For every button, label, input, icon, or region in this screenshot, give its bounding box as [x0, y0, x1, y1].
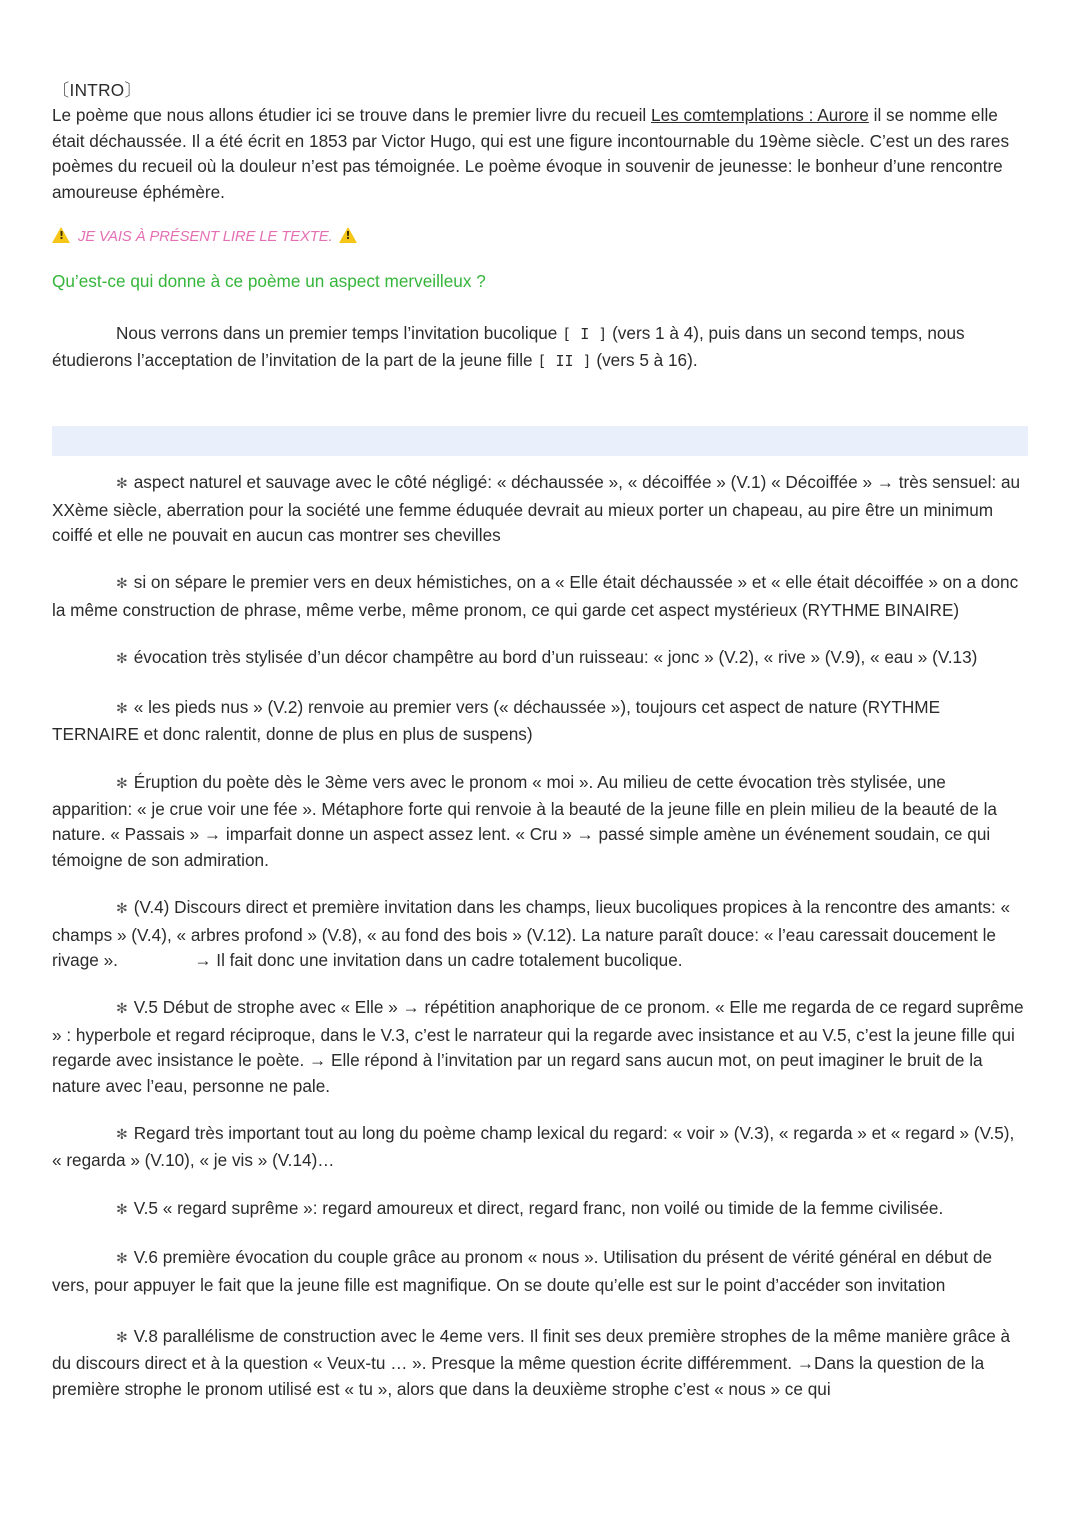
plan-text-3: (vers 5 à 16). — [591, 349, 698, 370]
analysis-point-text: si on sépare le premier vers en deux hémistiches, on a « Elle était déchaussée » et « elle était décoiffée » on a donc la même construction de phrase, même verbe, même pronom, ce qui garde cet aspect mystérieux (RYTHME BINAIRE) — [52, 572, 1019, 620]
warning-triangle-icon — [339, 227, 357, 243]
section-heading-band — [52, 426, 1028, 456]
analysis-point — [52, 1196, 1028, 1223]
asterisk-icon: ✻ — [116, 476, 128, 493]
asterisk-icon: ✻ — [116, 700, 128, 717]
intro-text-end: il se nomme elle était déchaussée. Il a été écrit en 1853 par Victor Hugo, qui est une figure incontournable du 19ème siècle. C’est un des rares poèmes du recueil où la douleur n’est pas témoignée. Le poème évoque in souvenir de jeunesse: le bonheur d’une rencontre amoureuse éphémère. — [52, 105, 1010, 202]
problematic-question: Qu’est-ce qui donne à ce poème un aspect merveilleux ? — [52, 271, 486, 292]
warning-triangle-icon — [52, 227, 70, 243]
analysis-point-text: « les pieds nus » (V.2) renvoie au premier vers (« déchaussée »), toujours cet aspect de nature (RYTHME TERNAIRE et donc ralentit, donne de plus en plus de suspens) — [52, 696, 941, 745]
analysis-point-text: évocation très stylisée d’un décor champêtre au bord d’un ruisseau: « jonc » (V.2), « rive » (V.9), « eau » (V.13) — [133, 647, 978, 668]
analysis-point — [52, 995, 1028, 1099]
part-two-marker: [ II ] — [537, 351, 592, 370]
analysis-point-text: Éruption du poète dès le 3ème vers avec le pronom « moi ». Au milieu de cette évocation très stylisée, une apparition: « je crue voir une fée ». Métaphore forte qui renvoie à la beauté de la jeune fille en plein milieu de la beauté de la nature. « Passais » → imparfait donne un aspect assez lent. « Cru » → passé simple amène un événement soudain, ce qui témoigne de son admiration. — [52, 771, 997, 870]
analysis-point — [52, 895, 1028, 973]
warning-text: JE VAIS À PRÉSENT LIRE LE TEXTE. — [77, 228, 333, 246]
analysis-point-text: V.6 première évocation du couple grâce au pronom « nous ». Utilisation du présent de vérité général en début de vers, pour appuyer le fait que la jeune fille est magnifique. On se doute qu’elle est sur le point d’accéder son invitation — [52, 1247, 993, 1295]
asterisk-icon: ✻ — [116, 1126, 128, 1143]
analysis-point — [52, 470, 1028, 548]
plan-text-2: (vers 1 à 4), puis dans un second temps, nous étudierons l’acceptation de l’invitation de la part de la jeune fille — [52, 323, 965, 370]
book-title: Les comtemplations : Aurore — [651, 105, 869, 126]
analysis-point — [52, 570, 1028, 623]
asterisk-icon: ✻ — [116, 1251, 128, 1268]
asterisk-icon: ✻ — [116, 1201, 128, 1218]
read-text-warning — [52, 227, 1028, 247]
intro-text-start: Le poème que nous allons étudier ici se trouve dans le premier livre du recueil — [52, 105, 652, 126]
analysis-point-text: aspect naturel et sauvage avec le côté négligé: « déchaussée », « décoiffée » (V.1) « Décoiffée » → très sensuel: au XXème siècle, aberration pour la société une femme éduquée devrait au mieux porter un chapeau, au pire être un minimum coiffé et elle ne pouvait en aucun cas montrer ses chevilles — [52, 472, 1021, 546]
analysis-point-text: Regard très important tout au long du poème champ lexical du regard: « voir » (V.3), « regarda » et « regard » (V.5), « regarda » (V.10), « je vis » (V.14)… — [52, 1122, 1015, 1171]
analysis-point — [52, 1245, 1028, 1298]
intro-heading: 〔INTRO〕 — [52, 80, 142, 100]
asterisk-icon: ✻ — [116, 901, 128, 918]
analysis-point-text: V.5 « regard suprême »: regard amoureux et direct, regard franc, non voilé ou timide de la femme civilisée. — [133, 1197, 944, 1218]
plan-paragraph — [52, 321, 1028, 374]
plan-text-1: Nous verrons dans un premier temps l’invitation bucolique — [116, 323, 563, 344]
asterisk-icon: ✻ — [116, 1330, 128, 1346]
asterisk-icon: ✻ — [116, 651, 128, 668]
analysis-point — [52, 1324, 1028, 1402]
part-one-marker: [ I ] — [562, 325, 608, 344]
analysis-point — [52, 770, 1028, 874]
asterisk-icon: ✻ — [116, 775, 128, 792]
analysis-point-text: (V.4) Discours direct et première invitation dans les champs, lieux bucoliques propices à la rencontre des amants: « champs » (V.4), « arbres profond » (V.8), « au fond des bois » (V.12). La nature paraît douce: « l’eau caressait doucement le rivage ». → Il fait donc une invitation dans un cadre totalement bucolique. — [52, 897, 1015, 970]
analysis-point — [52, 645, 1028, 672]
analysis-point-text: V.8 parallélisme de construction avec le 4eme vers. Il finit ses deux première strophes de la même manière grâce à du discours direct et à la question « Veux-tu … ». Presque la même question écrite différemment. →Dans la question de la première strophe le pronom utilisé est « tu », alors que dans la deuxième strophe c’est « nous » ce qui — [52, 1326, 1011, 1399]
analysis-point — [52, 695, 1028, 748]
asterisk-icon: ✻ — [116, 1001, 128, 1018]
asterisk-icon: ✻ — [116, 576, 128, 593]
intro-paragraph — [52, 103, 1028, 205]
analysis-point — [52, 1121, 1028, 1174]
analysis-point-text: V.5 Début de strophe avec « Elle » → répétition anaphorique de ce pronom. « Elle me regarda de ce regard suprême » : hyperbole et regard réciproque, dans le V.3, c’est le narrateur qui la regarde avec insistance et au V.5, c’est la jeune fille qui regarde avec insistance le poète. → Elle répond à l’invitation par un regard sans aucun mot, on peut imaginer le bruit de la nature avec l’eau, personne ne pale. — [52, 997, 1024, 1096]
